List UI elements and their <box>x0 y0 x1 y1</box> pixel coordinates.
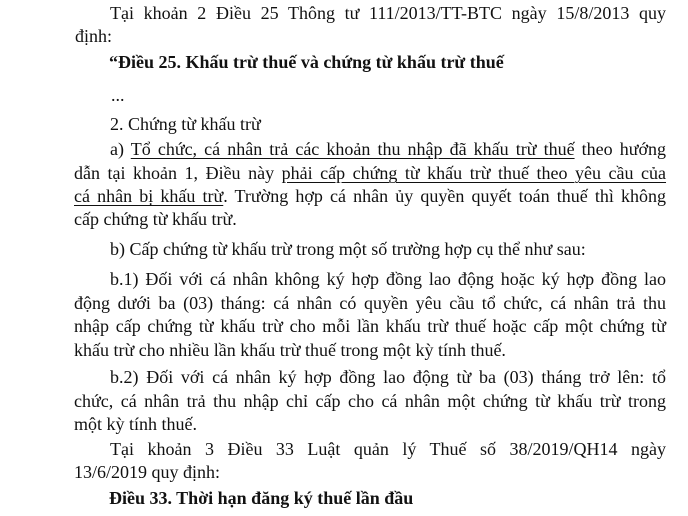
intro-2-line-2: 13/6/2019 quy định: <box>74 462 221 482</box>
para-b: b) Cấp chứng từ khấu trừ trong một số trường hợp cụ thể như sau: <box>110 239 586 259</box>
ellipsis: ... <box>111 85 125 105</box>
para-b1-line-1: b.1) Đối với cá nhân không ký hợp đồng lao động hoặc ký hợp đồng lao <box>110 269 666 289</box>
intro-1-line-2: định: <box>75 26 113 46</box>
section-2-heading: 2. Chứng từ khấu trừ <box>110 114 261 134</box>
para-b1-line-2: động dưới ba (03) tháng: cá nhân có quyền yêu cầu tổ chức, cá nhân trả thu <box>74 293 666 313</box>
para-a-line-2 <box>74 162 666 184</box>
para-a-prefix-2: dẫn tại khoản 1, Điều này <box>74 163 282 183</box>
para-b1-line-3: nhập cấp chứng từ khấu trừ cho mỗi lần khấu trừ thuế hoặc cấp một chứng từ <box>74 316 666 336</box>
para-b2-line-1: b.2) Đối với cá nhân ký hợp đồng lao động từ ba (03) tháng trở lên: tổ <box>110 367 666 387</box>
para-a-line-1 <box>110 138 666 160</box>
para-b1-line-4: khấu trừ cho nhiều lần khấu trừ thuế trong một kỳ tính thuế. <box>74 340 506 360</box>
para-a-underlined-3: cá nhân bị khấu trừ <box>74 186 224 206</box>
para-a-line-3 <box>74 185 666 207</box>
intro-2-line-1: Tại khoản 3 Điều 33 Luật quản lý Thuế số 38/2019/QH14 ngày <box>110 439 666 459</box>
para-a-underlined-2: phải cấp chứng từ khấu trừ thuế theo yêu cầu của <box>281 163 667 183</box>
para-b2-line-3: một kỳ tính thuế. <box>74 414 197 434</box>
para-a-underlined-1: Tổ chức, cá nhân trả các khoản thu nhập đã khấu trừ thuế <box>130 139 575 159</box>
para-a-line-4: cấp chứng từ khấu trừ. <box>74 209 237 229</box>
para-a-prefix: a) <box>110 139 131 159</box>
intro-1-line-1: Tại khoản 2 Điều 25 Thông tư 111/2013/TT-BTC ngày 15/8/2013 quy <box>110 3 666 23</box>
article-25-heading: “Điều 25. Khấu trừ thuế và chứng từ khấu trừ thuế <box>109 52 504 72</box>
para-b2-line-2: chức, cá nhân trả thu nhập chỉ cấp cho cá nhân một chứng từ khấu trừ trong <box>74 391 666 411</box>
article-33-heading: Điều 33. Thời hạn đăng ký thuế lần đầu <box>109 488 414 508</box>
para-a-suffix-3: . Trường hợp cá nhân ủy quyền quyết toán thuế thì không <box>223 186 666 206</box>
para-a-suffix-1: theo hướng <box>574 139 666 159</box>
